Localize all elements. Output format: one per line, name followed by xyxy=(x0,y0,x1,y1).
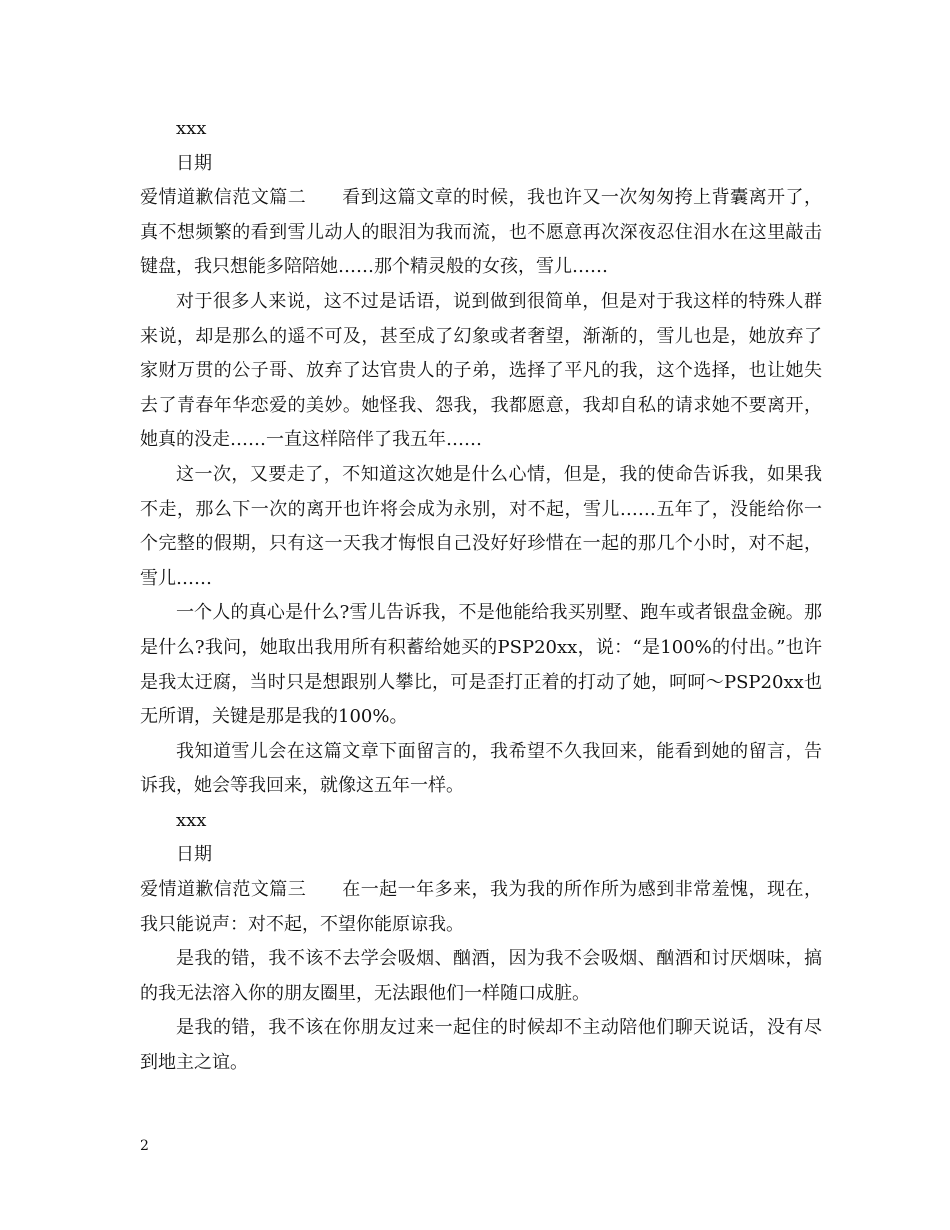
section-heading: 爱情道歉信范文篇二 xyxy=(140,187,307,209)
paragraph: 是我的错，我不该在你朋友过来一起住的时候却不主动陪他们聊天说话，没有尽到地主之谊。 xyxy=(140,1017,822,1074)
signature-name: xxx xyxy=(176,809,207,831)
paragraph-text: 在一起一年多来，我为我的所作所为感到非常羞愧，现在，我只能说声：对不起，不望你能原谅我。 xyxy=(140,879,822,935)
paragraph: 一个人的真心是什么?雪儿告诉我，不是他能给我买别墅、跑车或者银盘金碗。那是什么?我问，她取出我用所有积蓄给她买的PSP20xx，说：“是100%的付出。”也许是我太迂腐，当时只是想跟别人攀比，可是歪打正着的打动了她，呵呵～PSP20xx也无所谓，关键是那是我的100%。 xyxy=(140,602,822,728)
signature-date: 日期 xyxy=(176,844,212,866)
signature-date: 日期 xyxy=(176,152,212,174)
paragraph: 这一次，又要走了，不知道这次她是什么心情，但是，我的使命告诉我，如果我不走，那么下一次的离开也许将会成为永别，对不起，雪儿……五年了，没能给你一个完整的假期，只有这一天我才悔恨自己没好好珍惜在一起的那几个小时，对不起，雪儿…… xyxy=(140,463,822,589)
document-body xyxy=(140,112,822,1081)
section-paragraph xyxy=(140,181,822,285)
paragraph: 我知道雪儿会在这篇文章下面留言的，我希望不久我回来，能看到她的留言，告诉我，她会等我回来，就像这五年一样。 xyxy=(140,740,822,797)
paragraph: 是我的错，我不该不去学会吸烟、酗酒，因为我不会吸烟、酗酒和讨厌烟味，搞的我无法溶入你的朋友圈里，无法跟他们一样随口成脏。 xyxy=(140,948,822,1004)
section-paragraph xyxy=(140,873,822,942)
page-number: 2 xyxy=(140,1138,149,1154)
paragraph-text: 看到这篇文章的时候，我也许又一次匆匆挎上背囊离开了，真不想频繁的看到雪儿动人的眼泪为我而流，也不愿意再次深夜忍住泪水在这里敲击键盘，我只想能多陪陪她……那个精灵般的女孩，雪儿…… xyxy=(140,187,822,278)
paragraph: 对于很多人来说，这不过是话语，说到做到很简单，但是对于我这样的特殊人群来说，却是那么的遥不可及，甚至成了幻象或者奢望，渐渐的，雪儿也是，她放弃了家财万贯的公子哥、放弃了达官贵人的子弟，选择了平凡的我，这个选择，也让她失去了青春年华恋爱的美妙。她怪我、怨我，我都愿意，我却自私的请求她不要离开，她真的没走……一直这样陪伴了我五年…… xyxy=(140,290,822,451)
signature-name: xxx xyxy=(176,118,207,139)
section-heading: 爱情道歉信范文篇三 xyxy=(140,879,307,901)
